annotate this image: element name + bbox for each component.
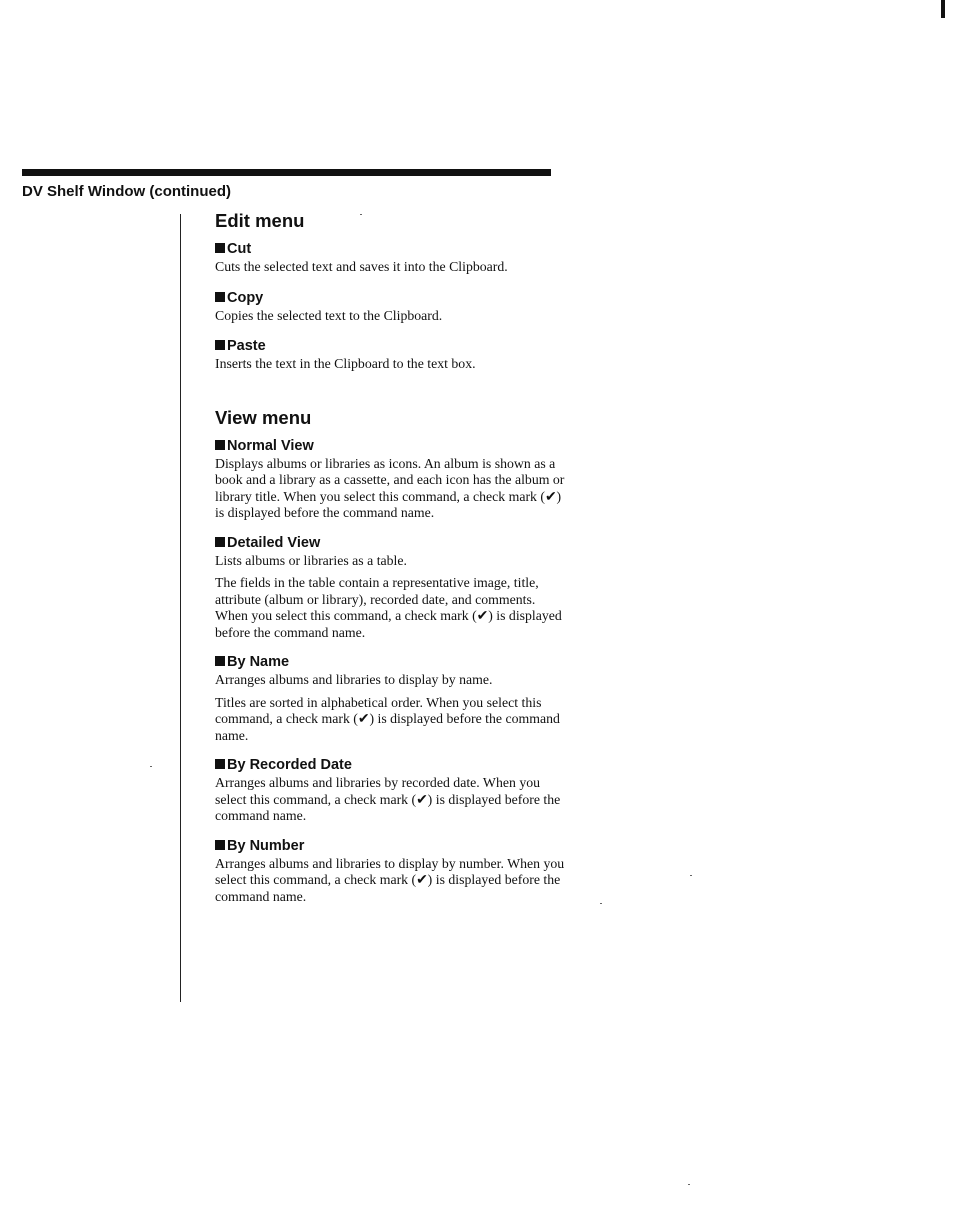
item-title-text: Detailed View: [227, 534, 321, 551]
item-title-by-name: [215, 653, 565, 672]
bullet-square-icon: [215, 759, 225, 769]
item-description-by-recorded-date: [215, 775, 565, 825]
item-title-text: By Name: [227, 654, 290, 670]
scan-speck: [360, 214, 362, 215]
bullet-square-icon: [215, 840, 225, 850]
item-title-detailed-view: [215, 534, 565, 553]
item-paragraph: Arranges albums and libraries by recorded date. When you select this command, a check mark (✔) is displayed before the command name.: [215, 775, 561, 823]
item-title-text: By Number: [227, 837, 305, 854]
item-title-text: Cut: [227, 241, 252, 257]
item-paragraph: Cuts the selected text and saves it into the Clipboard.: [215, 259, 508, 274]
view-menu-title: View menu: [215, 406, 312, 428]
bullet-square-icon: [215, 243, 225, 253]
scan-speck: [690, 875, 692, 876]
margin-rule: [180, 214, 181, 1002]
item-title-paste: [215, 337, 565, 356]
item-description-cut: [215, 259, 565, 276]
item-description-by-name: [215, 672, 565, 744]
item-title-by-number: [215, 837, 565, 856]
item-title-text: By Recorded Date: [227, 757, 352, 773]
item-paragraph: Displays albums or libraries as icons. An album is shown as a book and a library as a cassette, and each icon has the album or library title. When you select this command, a check mark (✔) is displayed before the command name.: [215, 455, 565, 520]
item-title-text: Normal View: [227, 437, 314, 454]
item-title-copy: [215, 289, 565, 308]
item-title-text: Copy: [227, 289, 264, 306]
item-title-text: Paste: [227, 338, 266, 354]
bullet-square-icon: [215, 292, 225, 302]
item-description-copy: [215, 308, 565, 325]
bullet-square-icon: [215, 656, 225, 666]
item-description-by-number: [215, 856, 565, 906]
edit-menu-section: [215, 208, 565, 373]
item-paragraph: Arranges albums and libraries to display by number. When you select this command, a check mark (✔) is displayed before the command name.: [215, 855, 565, 904]
bullet-square-icon: [215, 440, 225, 450]
main-content: [215, 208, 565, 917]
item-description-detailed-view: [215, 553, 565, 642]
scan-speck: [150, 766, 152, 767]
edit-menu-title: Edit menu: [215, 210, 305, 231]
bullet-square-icon: [215, 537, 225, 547]
bullet-square-icon: [215, 340, 225, 350]
scan-speck: [600, 903, 602, 904]
item-paragraph: The fields in the table contain a representative image, title, attribute (album or library), recorded date, and comments. When you select this command, a check mark (✔) is displayed before the command name.: [215, 575, 562, 640]
edit-menu-items: [215, 240, 565, 373]
view-menu-items: [215, 437, 565, 906]
item-description-normal-view: [215, 456, 565, 522]
section-header: DV Shelf Window (continued): [22, 183, 232, 200]
item-title-by-recorded-date: [215, 756, 565, 775]
item-paragraph: Inserts the text in the Clipboard to the text box.: [215, 356, 476, 371]
view-menu-section: [215, 405, 565, 906]
item-paragraph: Titles are sorted in alphabetical order. When you select this command, a check mark (✔) is displayed before the command name.: [215, 694, 560, 743]
item-title-normal-view: [215, 437, 565, 456]
header-rule: [22, 169, 551, 176]
scan-speck: [688, 1184, 690, 1185]
item-title-cut: [215, 240, 565, 259]
corner-mark: [941, 0, 945, 18]
item-paragraph: Copies the selected text to the Clipboard.: [215, 307, 443, 323]
item-description-paste: [215, 356, 565, 373]
item-paragraph: Lists albums or libraries as a table.: [215, 552, 407, 568]
item-paragraph: Arranges albums and libraries to display by name.: [215, 672, 493, 687]
